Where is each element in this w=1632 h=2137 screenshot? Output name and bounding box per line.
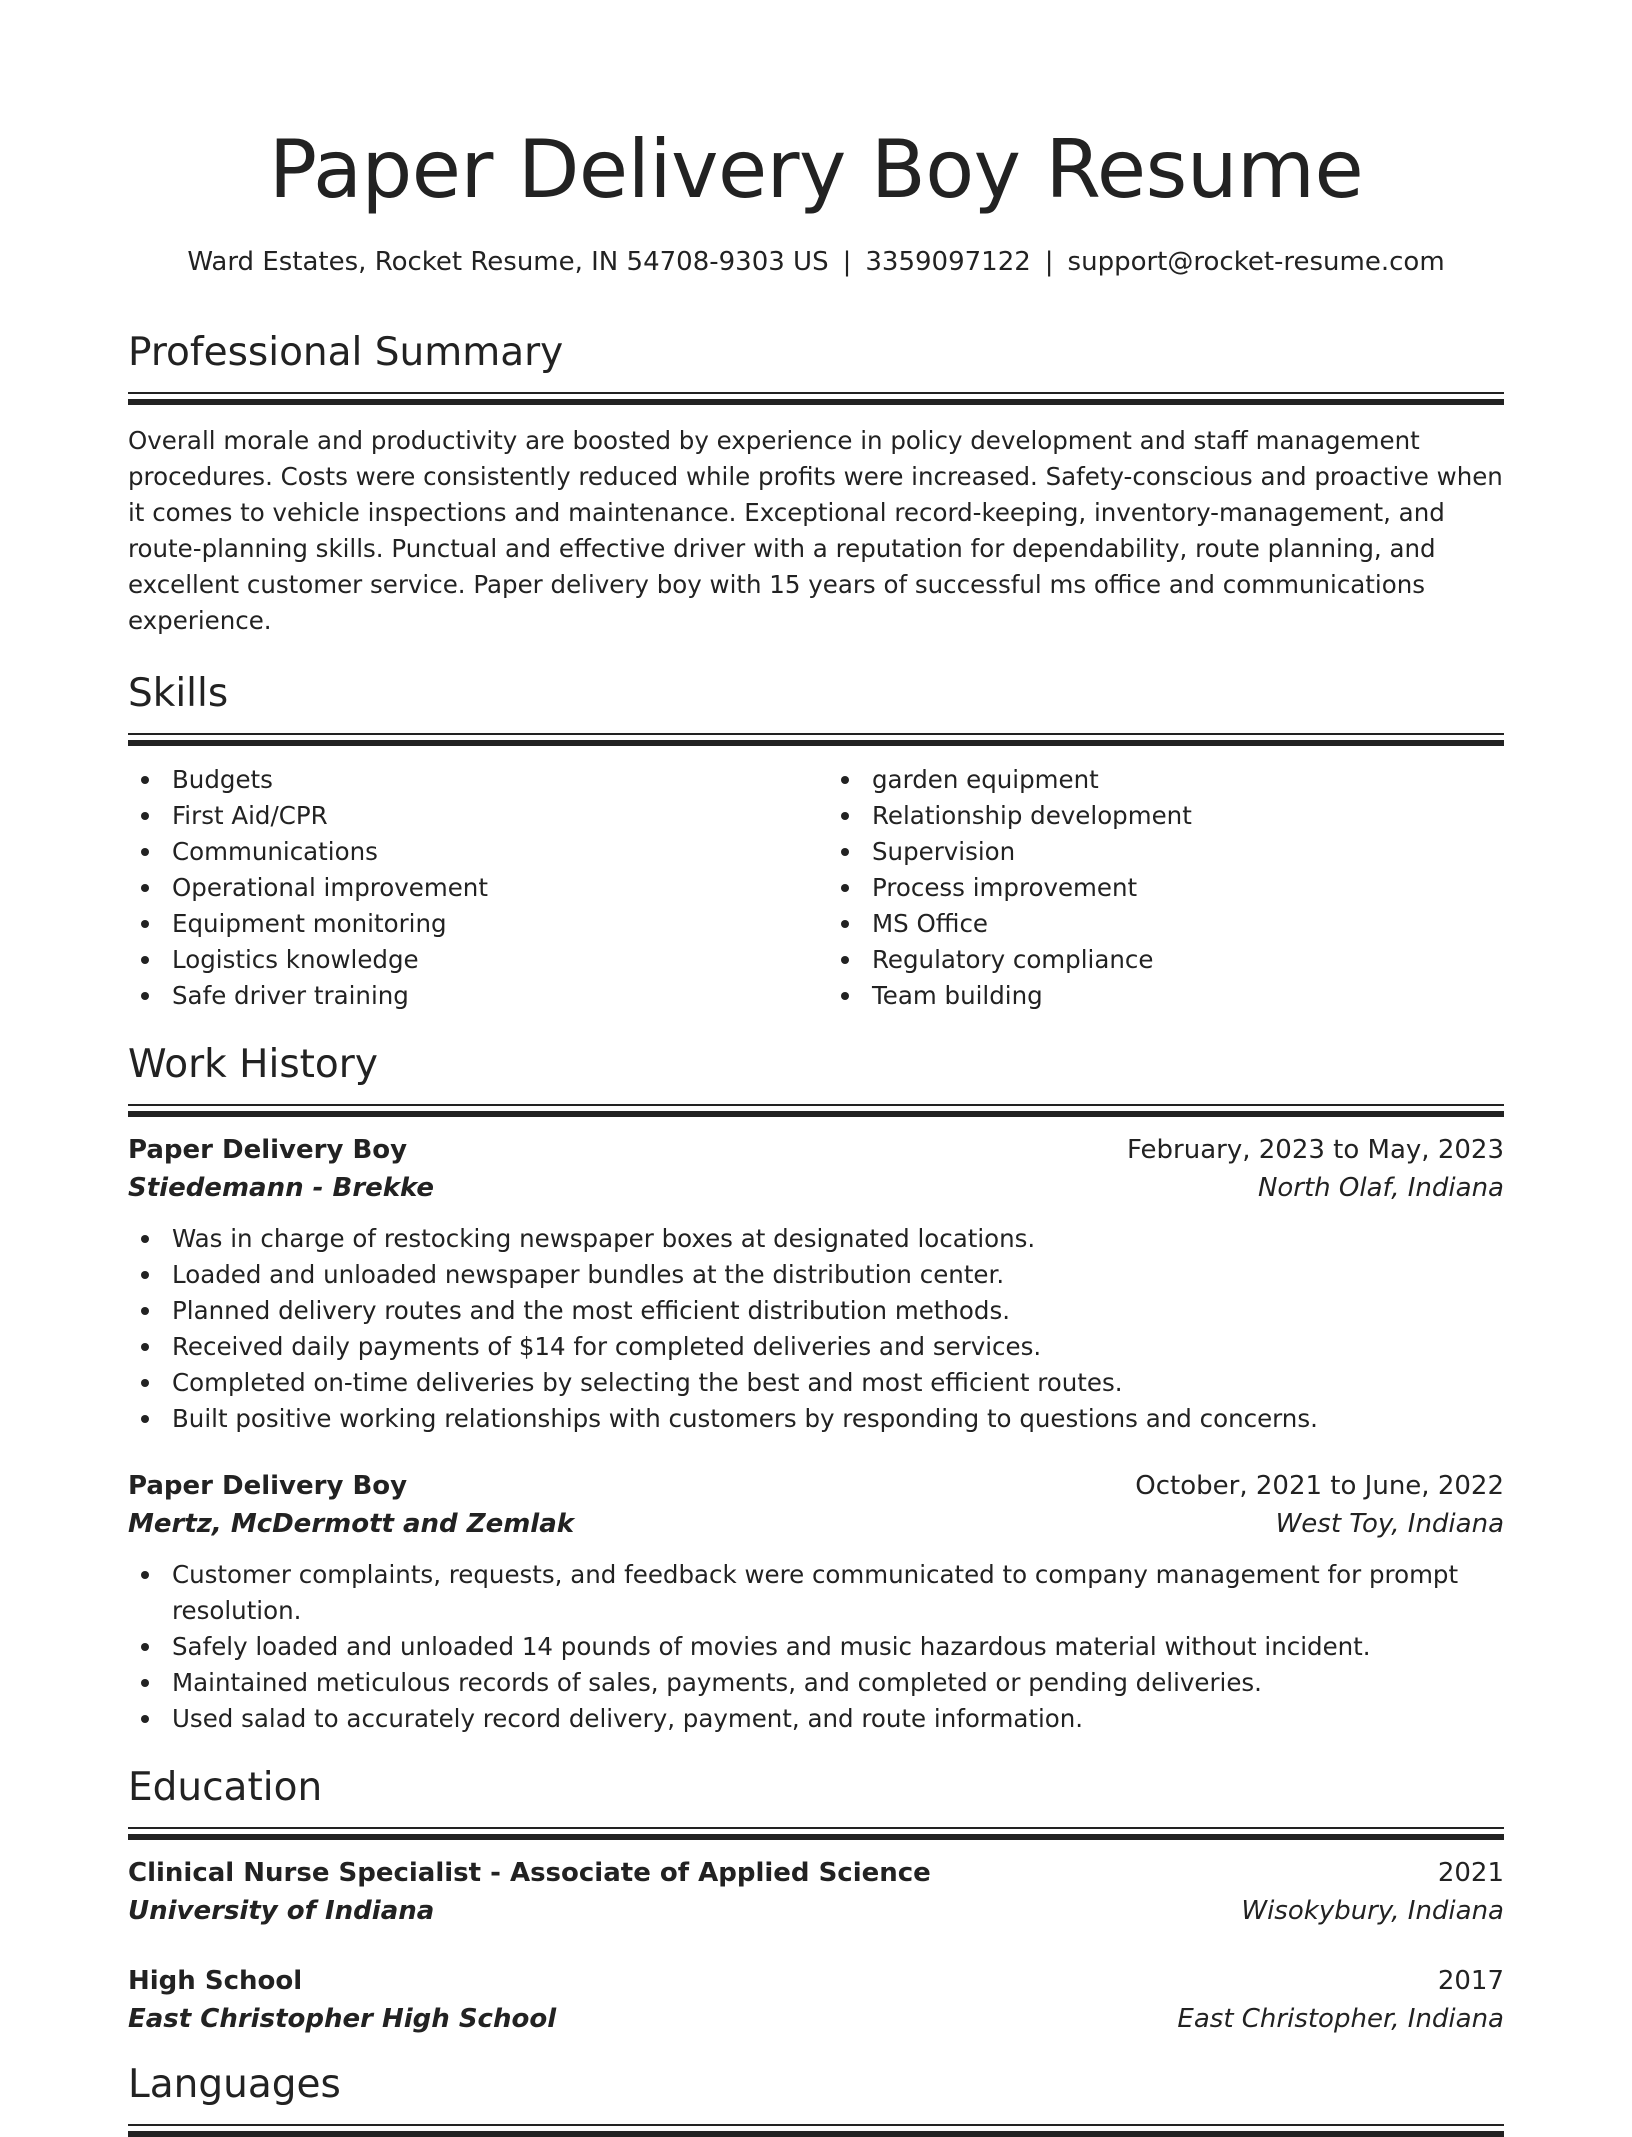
section-divider xyxy=(128,1834,1504,1840)
section-heading-languages: Languages xyxy=(128,2062,341,2107)
job-entry xyxy=(128,1467,1504,1737)
section-divider xyxy=(128,1104,1504,1106)
section-divider xyxy=(128,1827,1504,1829)
contact-address: Ward Estates, Rocket Resume, IN 54708-9303 US xyxy=(187,247,829,277)
job-title: Paper Delivery Boy xyxy=(128,1135,408,1165)
work-history-section xyxy=(128,1040,1504,1737)
section-divider xyxy=(128,1111,1504,1117)
skill-item: Regulatory compliance xyxy=(828,942,1504,978)
education-subheader xyxy=(128,2000,1504,2038)
job-company: Stiedemann - Brekke xyxy=(128,1173,435,1203)
section-heading-summary: Professional Summary xyxy=(128,330,564,375)
education-subheader xyxy=(128,1892,1504,1930)
contact-separator: | xyxy=(842,247,852,277)
job-dates: October, 2021 to June, 2022 xyxy=(1135,1471,1504,1501)
skill-item: Communications xyxy=(128,834,804,870)
section-divider xyxy=(128,2124,1504,2126)
summary-text: Overall morale and productivity are boosted by experience in policy development and staff management procedures. Costs were consistently reduced while profits were increased. Safety-conscious and proactive when it comes to vehicle inspections and maintenance. Exceptional record-keeping, inventory-management, and route-planning skills. Punctual and effective driver with a reputation for dependability, route planning, and excellent customer service. Paper delivery boy with 15 years of successful ms office and communications experience. xyxy=(128,426,1503,635)
skill-item: MS Office xyxy=(828,906,1504,942)
skills-section xyxy=(128,669,1504,1014)
education-entry xyxy=(128,1962,1504,2038)
job-duty: Loaded and unloaded newspaper bundles at the distribution center. xyxy=(128,1257,1504,1293)
skills-list-right xyxy=(804,762,1504,1014)
section-divider xyxy=(128,2131,1504,2137)
job-header xyxy=(128,1131,1504,1169)
skill-item: Supervision xyxy=(828,834,1504,870)
job-header xyxy=(128,1467,1504,1505)
job-duties xyxy=(128,1557,1504,1737)
skill-item: Relationship development xyxy=(828,798,1504,834)
job-title: Paper Delivery Boy xyxy=(128,1471,408,1501)
section-divider xyxy=(128,399,1504,405)
skill-item: Operational improvement xyxy=(128,870,804,906)
section-heading-work: Work History xyxy=(128,1042,378,1087)
education-degree: High School xyxy=(128,1966,303,1996)
job-duty: Customer complaints, requests, and feedback were communicated to company management for prompt resolution. xyxy=(128,1557,1504,1629)
job-duty: Received daily payments of $14 for completed deliveries and services. xyxy=(128,1329,1504,1365)
job-duty: Planned delivery routes and the most efficient distribution methods. xyxy=(128,1293,1504,1329)
skill-item: Team building xyxy=(828,978,1504,1014)
job-location: North Olaf, Indiana xyxy=(1257,1173,1504,1203)
job-dates: February, 2023 to May, 2023 xyxy=(1127,1135,1504,1165)
skills-columns xyxy=(128,762,1504,1014)
section-divider xyxy=(128,392,1504,394)
education-header xyxy=(128,1962,1504,2000)
education-header xyxy=(128,1854,1504,1892)
education-year: 2021 xyxy=(1437,1858,1504,1888)
skill-item: garden equipment xyxy=(828,762,1504,798)
education-school: East Christopher High School xyxy=(128,2004,557,2034)
job-subheader xyxy=(128,1169,1504,1207)
job-duty: Built positive working relationships with customers by responding to questions and concerns. xyxy=(128,1401,1504,1437)
job-duty: Maintained meticulous records of sales, payments, and completed or pending deliveries. xyxy=(128,1665,1504,1701)
education-entry xyxy=(128,1854,1504,1930)
job-duty: Used salad to accurately record delivery, payment, and route information. xyxy=(128,1701,1504,1737)
resume-title: Paper Delivery Boy Resume xyxy=(268,123,1364,216)
skill-item: First Aid/CPR xyxy=(128,798,804,834)
contact-phone: 3359097122 xyxy=(865,247,1031,277)
section-divider xyxy=(128,733,1504,735)
skill-item: Process improvement xyxy=(828,870,1504,906)
skill-item: Logistics knowledge xyxy=(128,942,804,978)
section-heading-skills: Skills xyxy=(128,671,229,716)
contact-line xyxy=(128,244,1504,280)
section-divider xyxy=(128,740,1504,746)
education-school: University of Indiana xyxy=(128,1896,435,1926)
education-degree: Clinical Nurse Specialist - Associate of Applied Science xyxy=(128,1858,931,1888)
skill-item: Safe driver training xyxy=(128,978,804,1014)
skills-list-left xyxy=(128,762,804,1014)
job-subheader xyxy=(128,1505,1504,1543)
job-duty: Completed on-time deliveries by selecting the best and most efficient routes. xyxy=(128,1365,1504,1401)
skill-item: Budgets xyxy=(128,762,804,798)
job-duty: Was in charge of restocking newspaper boxes at designated locations. xyxy=(128,1221,1504,1257)
languages-section xyxy=(128,2060,1504,2137)
job-entry xyxy=(128,1131,1504,1437)
contact-email: support@rocket-resume.com xyxy=(1067,247,1445,277)
job-duties xyxy=(128,1221,1504,1437)
education-location: Wisokybury, Indiana xyxy=(1241,1896,1504,1926)
contact-separator: | xyxy=(1044,247,1054,277)
job-duty: Safely loaded and unloaded 14 pounds of movies and music hazardous material without incident. xyxy=(128,1629,1504,1665)
job-location: West Toy, Indiana xyxy=(1275,1509,1504,1539)
education-year: 2017 xyxy=(1437,1966,1504,1996)
job-company: Mertz, McDermott and Zemlak xyxy=(128,1509,575,1539)
education-location: East Christopher, Indiana xyxy=(1177,2004,1504,2034)
education-section xyxy=(128,1763,1504,2038)
section-heading-education: Education xyxy=(128,1765,323,1810)
summary-section xyxy=(128,328,1504,639)
skill-item: Equipment monitoring xyxy=(128,906,804,942)
